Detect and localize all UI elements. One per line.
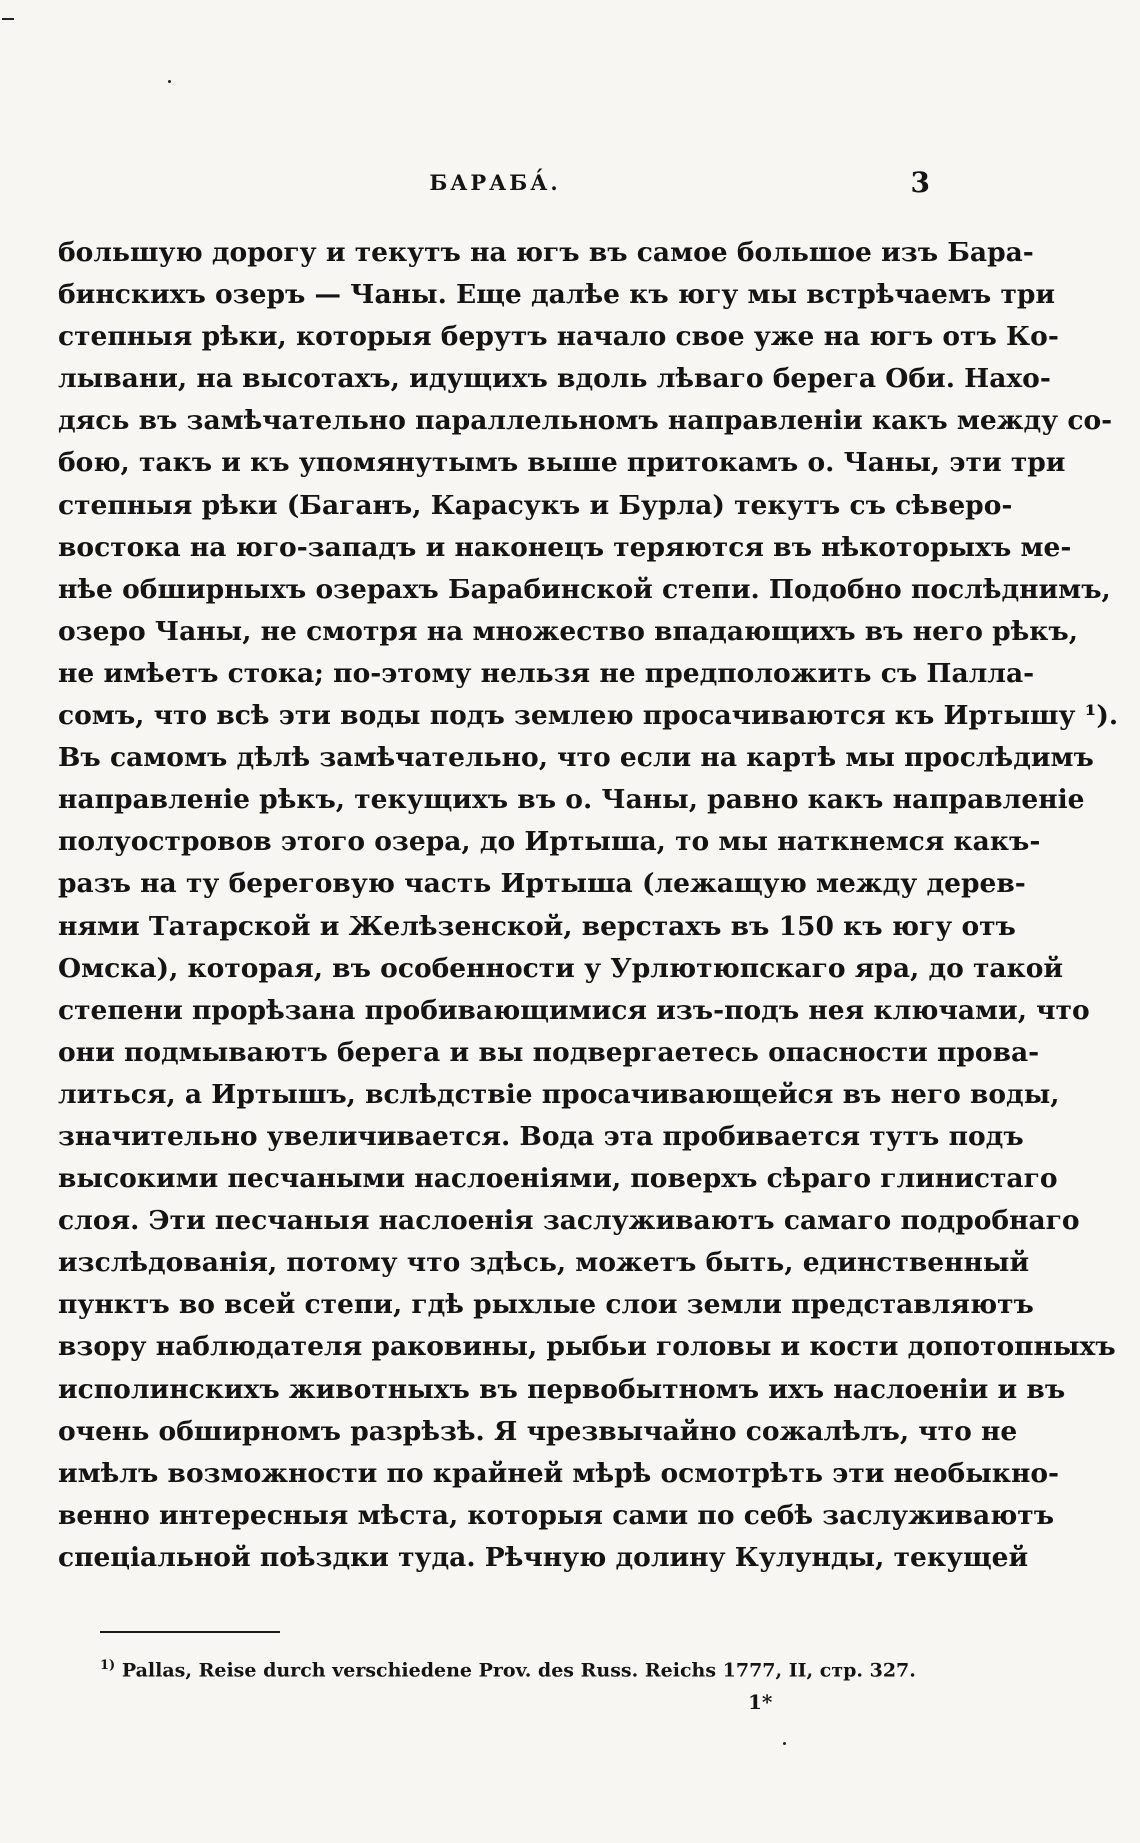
text-line: степени прорѣзана пробивающимися изъ-подъ нея ключами, что [58,994,1090,1026]
text-line: литься, а Иртышъ, вслѣдствіе просачивающейся въ него воды, [58,1078,1060,1110]
text-line: спеціальной поѣздки туда. Рѣчную долину Кулунды, текущей [58,1541,1029,1573]
footnote-text: Pallas, Reise durch verschiedene Prov. des Russ. Reichs 1777, II, стр. 327. [121,1659,916,1682]
footnote [100,1658,930,1681]
text-line: степныя рѣки, которыя берутъ начало свое уже на югъ отъ Ко- [58,321,1059,353]
text-line: не имѣетъ стока; по-этому нельзя не предположить съ Палла- [58,657,1035,689]
text-line: сомъ, что всѣ эти воды подъ землею просачиваются къ Иртышу ¹). [58,700,1119,732]
text-line: бинскихъ озеръ — Чаны. Еще далѣе къ югу мы встрѣчаемъ три [58,279,1056,311]
scan-speck [168,80,171,83]
text-line: разъ на ту береговую часть Иртыша (лежащую между дерев- [58,868,1026,900]
text-line: венно интересныя мѣста, которыя сами по себѣ заслуживаютъ [58,1499,1055,1531]
text-line: пунктъ во всей степи, гдѣ рыхлые слои земли представляютъ [58,1289,1034,1321]
text-line: слоя. Эти песчаныя наслоенія заслуживаютъ самаго подробнаго [58,1205,1080,1237]
text-line: озеро Чаны, не смотря на множество впадающихъ въ него рѣкъ, [58,615,1078,647]
running-head [60,166,930,206]
text-line: лывани, на высотахъ, идущихъ вдоль лѣваго берега Оби. Нахо- [58,363,1051,395]
footnote-divider [100,1631,280,1633]
text-line: нѣе обширныхъ озерахъ Барабинской степи. Подобно послѣднимъ, [58,573,1111,605]
body-text [58,232,1119,1579]
text-line: они подмываютъ берега и вы подвергаетесь опасности прова- [58,1036,1040,1068]
text-line: взору наблюдателя раковины, рыбьи головы и кости допотопныхъ [58,1331,1116,1363]
text-line: нями Татарской и Желѣзенской, верстахъ въ 150 къ югу отъ [58,910,1016,942]
text-line: полуостровов этого озера, до Иртыша, то мы наткнемся какъ- [58,826,1041,858]
text-line: значительно увеличивается. Вода эта пробивается тутъ подъ [58,1120,1024,1152]
text-line: дясь въ замѣчательно параллельномъ направленіи какъ между со- [58,405,1113,437]
footnote-marker: 1) [100,1658,116,1673]
scan-speck [783,1742,786,1745]
page-number: 3 [910,166,930,199]
text-line: Въ самомъ дѣлѣ замѣчательно, что если на картѣ мы прослѣдимъ [58,742,1094,774]
text-line: направленіе рѣкъ, текущихъ въ о. Чаны, равно какъ направленіе [58,784,1085,816]
scan-edge-mark [2,18,14,20]
text-line: востока на юго-западъ и наконецъ теряются въ нѣкоторыхъ ме- [58,531,1072,563]
text-line: изслѣдованія, потому что здѣсь, можетъ быть, единственный [58,1247,1030,1279]
text-line: очень обширномъ разрѣзѣ. Я чрезвычайно сожалѣлъ, что не [58,1415,1018,1447]
text-line: исполинскихъ животныхъ въ первобытномъ ихъ наслоеніи и въ [58,1373,1066,1405]
signature-mark: 1* [748,1690,773,1714]
text-line: высокими песчаными наслоеніями, поверхъ сѣраго глинистаго [58,1163,1058,1195]
text-line: бою, такъ и къ упомянутымъ выше притокамъ о. Чаны, эти три [58,447,1066,479]
text-line: имѣлъ возможности по крайней мѣрѣ осмотрѣть эти необыкно- [58,1457,1060,1489]
running-title: БАРАБА́. [429,170,561,195]
text-line: большую дорогу и текутъ на югъ въ самое большое изъ Бара- [58,237,1034,268]
text-line: степныя рѣки (Баганъ, Карасукъ и Бурла) текутъ съ сѣверо- [58,489,1013,521]
text-line: Омска), которая, въ особенности у Урлютюпскаго яра, до такой [58,952,1064,984]
